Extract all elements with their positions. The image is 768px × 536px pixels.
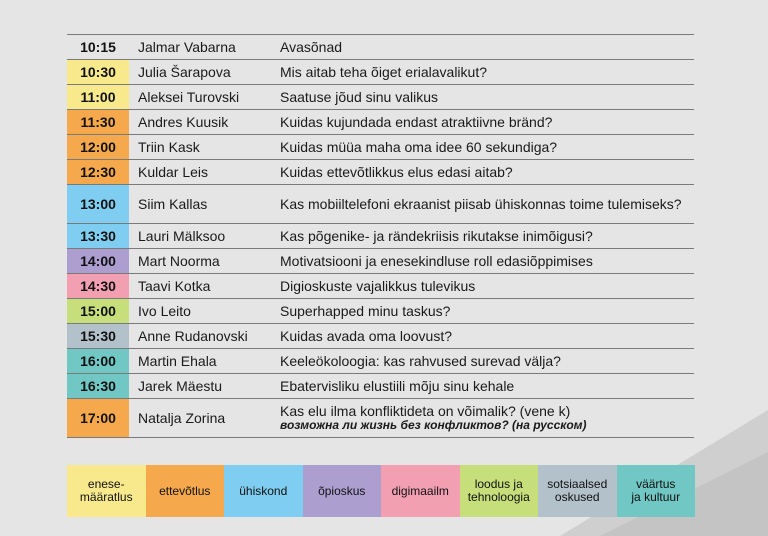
schedule-row [67,35,694,60]
topic-text: Avasõnad [280,38,343,55]
session-topic [280,399,694,437]
legend-item-teal [617,465,696,517]
speaker-name: Kuldar Leis [138,164,209,180]
speaker-name: Lauri Mälksoo [138,228,226,244]
schedule-row [67,349,694,374]
legend-label: ettevõtlus [159,483,211,498]
session-time: 15:00 [67,299,129,323]
topic-text-russian: возможна ли жизнь без конфликтов? (на русском) [280,418,587,432]
speaker-name: Triin Kask [138,139,200,155]
topic-text: Saatuse jõud sinu valikus [280,88,438,105]
speaker-name: Siim Kallas [138,196,208,212]
session-topic [280,324,694,348]
schedule-row [67,249,694,274]
legend-item-yellow [67,465,146,517]
session-time: 12:00 [67,135,129,159]
schedule-table [67,34,694,438]
legend-item-orange [146,465,225,517]
legend-label: enese- määratlus [79,477,133,504]
session-time: 11:30 [67,110,129,134]
schedule-row [67,299,694,324]
session-time: 14:30 [67,274,129,298]
session-time: 13:00 [67,185,129,223]
session-time: 10:30 [67,60,129,84]
schedule-row [67,160,694,185]
legend-item-purple [303,465,382,517]
schedule-row [67,324,694,349]
topic-text: Kas mobiiltelefoni ekraanist piisab ühiskonnas toime tulemiseks? [280,195,682,212]
legend-label: ühiskond [239,483,288,498]
schedule-row [67,399,694,438]
session-topic [280,249,694,273]
schedule-row [67,85,694,110]
session-time: 17:00 [67,399,129,437]
legend-label: õpioskus [318,483,366,498]
topic-text: Kuidas ettevõtlikkus elus edasi aitab? [280,163,513,180]
session-time: 12:30 [67,160,129,184]
speaker-name: Taavi Kotka [138,278,211,294]
speaker-name: Martin Ehala [138,353,217,369]
session-topic [280,85,694,109]
session-topic [280,60,694,84]
legend-label: loodus ja tehnoloogia [467,477,530,504]
schedule-row [67,374,694,399]
speaker-name: Aleksei Turovski [138,89,240,105]
topic-text: Kuidas kujundada endast atraktiivne bränd? [280,113,553,130]
topic-text: Kas elu ilma konfliktideta on võimalik? (vene k) [280,403,571,419]
schedule-row [67,274,694,299]
speaker-name: Natalja Zorina [138,410,226,426]
session-time: 15:30 [67,324,129,348]
session-time: 13:30 [67,224,129,248]
legend-item-blue [224,465,303,517]
schedule-row [67,135,694,160]
session-topic [280,135,694,159]
legend-item-gray [538,465,617,517]
topic-text: Digioskuste vajalikkus tulevikus [280,277,476,294]
session-topic [280,274,694,298]
session-topic [280,110,694,134]
topic-text: Kas põgenike- ja rändekriisis rikutakse inimõigusi? [280,227,593,244]
schedule-row [67,110,694,135]
session-time: 16:30 [67,374,129,398]
speaker-name: Anne Rudanovski [138,328,248,344]
legend-label: väärtus ja kultuur [631,477,681,504]
speaker-name: Jalmar Vabarna [138,39,236,55]
speaker-name: Andres Kuusik [138,114,229,130]
session-topic [280,374,694,398]
speaker-name: Mart Noorma [138,253,220,269]
legend-label: digimaailm [391,483,449,498]
session-topic [280,349,694,373]
topic-text: Superhapped minu taskus? [280,302,451,319]
topic-text: Motivatsiooni ja enesekindluse roll edasiõppimises [280,252,593,269]
topic-text: Mis aitab teha õiget erialavalikut? [280,63,488,80]
speaker-name: Julia Šarapova [138,64,231,80]
speaker-name: Ivo Leito [138,303,191,319]
session-time: 10:15 [67,35,129,59]
topic-text: Kuidas müüa maha oma idee 60 sekundiga? [280,138,558,155]
session-time: 16:00 [67,349,129,373]
schedule-row [67,185,694,224]
session-topic [280,35,694,59]
topic-text: Kuidas avada oma loovust? [280,327,452,344]
session-topic [280,160,694,184]
topic-text: Ebatervisliku elustiili mõju sinu kehale [280,377,515,394]
topic-text: Keeleökoloogia: kas rahvused surevad välja? [280,352,561,369]
session-topic [280,299,694,323]
speaker-name: Jarek Mäestu [138,378,223,394]
session-topic [280,185,694,223]
schedule-row [67,60,694,85]
session-time: 11:00 [67,85,129,109]
legend-label: sotsiaalsed oskused [547,477,608,504]
legend-item-green [460,465,539,517]
session-topic [280,224,694,248]
legend-item-pink [381,465,460,517]
session-time: 14:00 [67,249,129,273]
schedule-row [67,224,694,249]
category-legend [67,465,695,517]
